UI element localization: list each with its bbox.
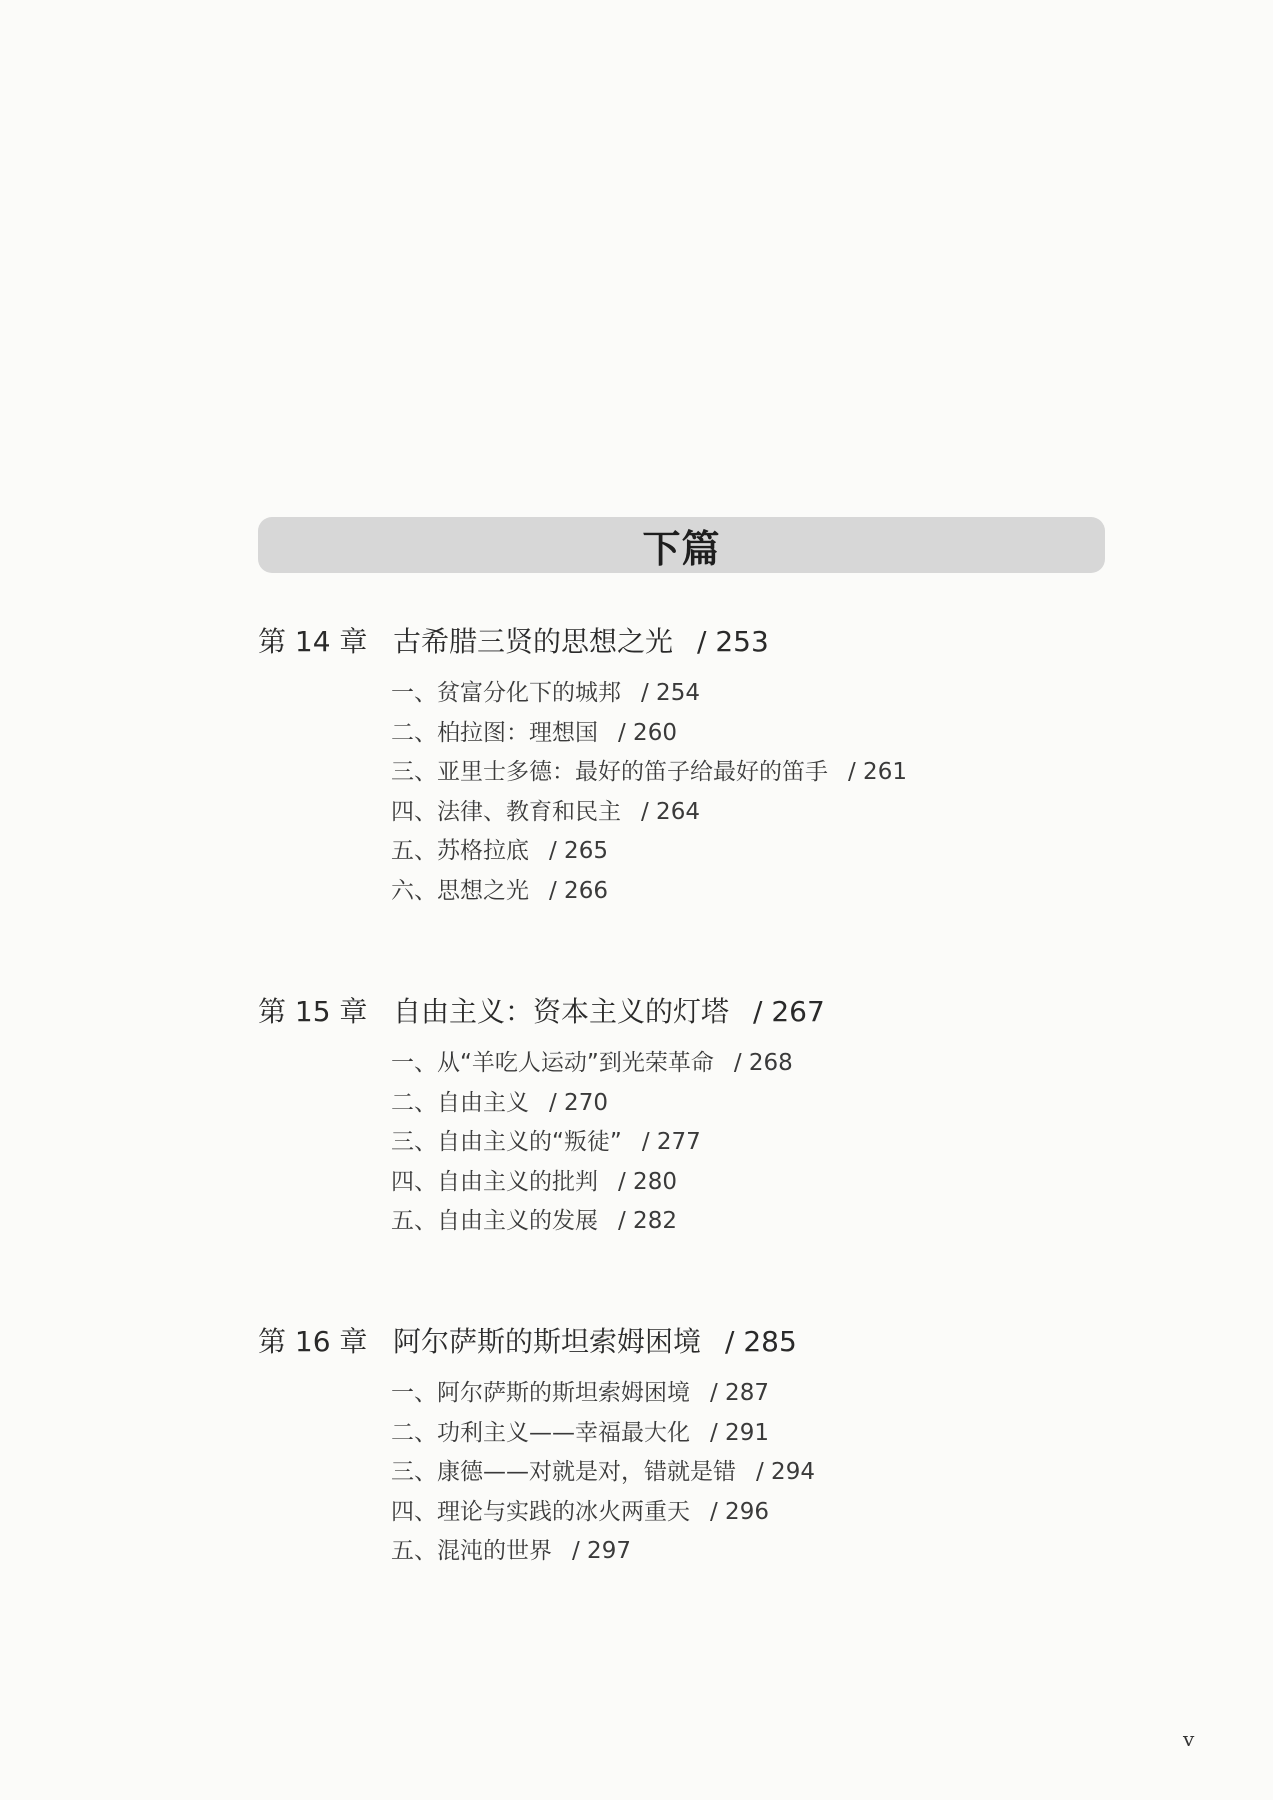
- section-item[interactable]: [391, 1493, 1158, 1533]
- chapter-heading[interactable]: [258, 620, 1158, 666]
- section-item[interactable]: [391, 753, 1158, 793]
- section-item[interactable]: [391, 1084, 1158, 1124]
- section-title: 一、从“羊吃人运动”到光荣革命: [391, 1050, 714, 1076]
- chapter-page: / 285: [725, 1325, 797, 1358]
- chapter-heading[interactable]: [258, 990, 1158, 1036]
- section-page: / 297: [572, 1538, 631, 1564]
- section-item[interactable]: [391, 714, 1158, 754]
- section-title: 五、自由主义的发展: [391, 1208, 598, 1234]
- chapter-title: 古希腊三贤的思想之光: [393, 625, 674, 658]
- section-page: / 277: [641, 1129, 701, 1155]
- section-item[interactable]: [391, 793, 1158, 833]
- section-page: / 294: [756, 1459, 815, 1485]
- chapter-number: 第 14 章: [258, 625, 368, 658]
- chapter-14: [258, 620, 1158, 911]
- chapter-heading[interactable]: [258, 1320, 1158, 1366]
- section-item[interactable]: [391, 1163, 1158, 1203]
- section-page: / 280: [618, 1168, 677, 1195]
- section-title: 六、思想之光: [391, 877, 529, 904]
- section-page: / 282: [618, 1208, 677, 1234]
- section-page: / 254: [641, 680, 700, 706]
- section-item[interactable]: [391, 1044, 1158, 1084]
- section-title: 三、自由主义的“叛徒”: [391, 1129, 622, 1155]
- chapter-title: 自由主义：资本主义的灯塔: [393, 995, 730, 1028]
- section-item[interactable]: [391, 1123, 1158, 1163]
- chapter-page: / 267: [753, 995, 825, 1028]
- section-title: 一、贫富分化下的城邦: [391, 680, 621, 706]
- chapter-15: [258, 990, 1158, 1242]
- chapter-16: [258, 1320, 1158, 1572]
- section-title: 四、理论与实践的冰火两重天: [391, 1498, 690, 1525]
- section-title: 二、功利主义——幸福最大化: [391, 1419, 690, 1446]
- section-title: 三、康德——对就是对，错就是错: [391, 1459, 736, 1485]
- section-item[interactable]: [391, 872, 1158, 912]
- part-banner: [258, 517, 1105, 573]
- section-title: 四、自由主义的批判: [391, 1168, 598, 1195]
- section-title: 二、柏拉图：理想国: [391, 719, 598, 746]
- section-title: 一、阿尔萨斯的斯坦索姆困境: [391, 1380, 690, 1406]
- section-page: / 260: [618, 719, 677, 746]
- section-page: / 265: [549, 838, 608, 864]
- section-item[interactable]: [391, 1414, 1158, 1454]
- section-list: [391, 674, 1158, 911]
- page-number: v: [1183, 1727, 1195, 1751]
- chapter-title: 阿尔萨斯的斯坦索姆困境: [393, 1325, 702, 1358]
- section-list: [391, 1044, 1158, 1242]
- section-title: 三、亚里士多德：最好的笛子给最好的笛手: [391, 759, 828, 785]
- section-title: 五、混沌的世界: [391, 1538, 552, 1564]
- chapter-page: / 253: [697, 625, 769, 658]
- section-page: / 287: [710, 1380, 769, 1406]
- part-title: 下篇: [642, 526, 721, 571]
- section-page: / 264: [641, 798, 700, 825]
- section-title: 二、自由主义: [391, 1089, 529, 1116]
- section-item[interactable]: [391, 1453, 1158, 1493]
- chapter-number: 第 15 章: [258, 995, 368, 1028]
- section-list: [391, 1374, 1158, 1572]
- section-page: / 296: [710, 1498, 769, 1525]
- section-page: / 261: [848, 759, 907, 785]
- section-item[interactable]: [391, 1532, 1158, 1572]
- section-page: / 291: [710, 1419, 769, 1446]
- section-page: / 268: [733, 1050, 793, 1076]
- section-page: / 270: [549, 1089, 608, 1116]
- section-title: 五、苏格拉底: [391, 838, 529, 864]
- section-page: / 266: [549, 877, 608, 904]
- section-item[interactable]: [391, 832, 1158, 872]
- section-item[interactable]: [391, 1202, 1158, 1242]
- section-item[interactable]: [391, 674, 1158, 714]
- chapter-number: 第 16 章: [258, 1325, 368, 1358]
- section-item[interactable]: [391, 1374, 1158, 1414]
- section-title: 四、法律、教育和民主: [391, 798, 621, 825]
